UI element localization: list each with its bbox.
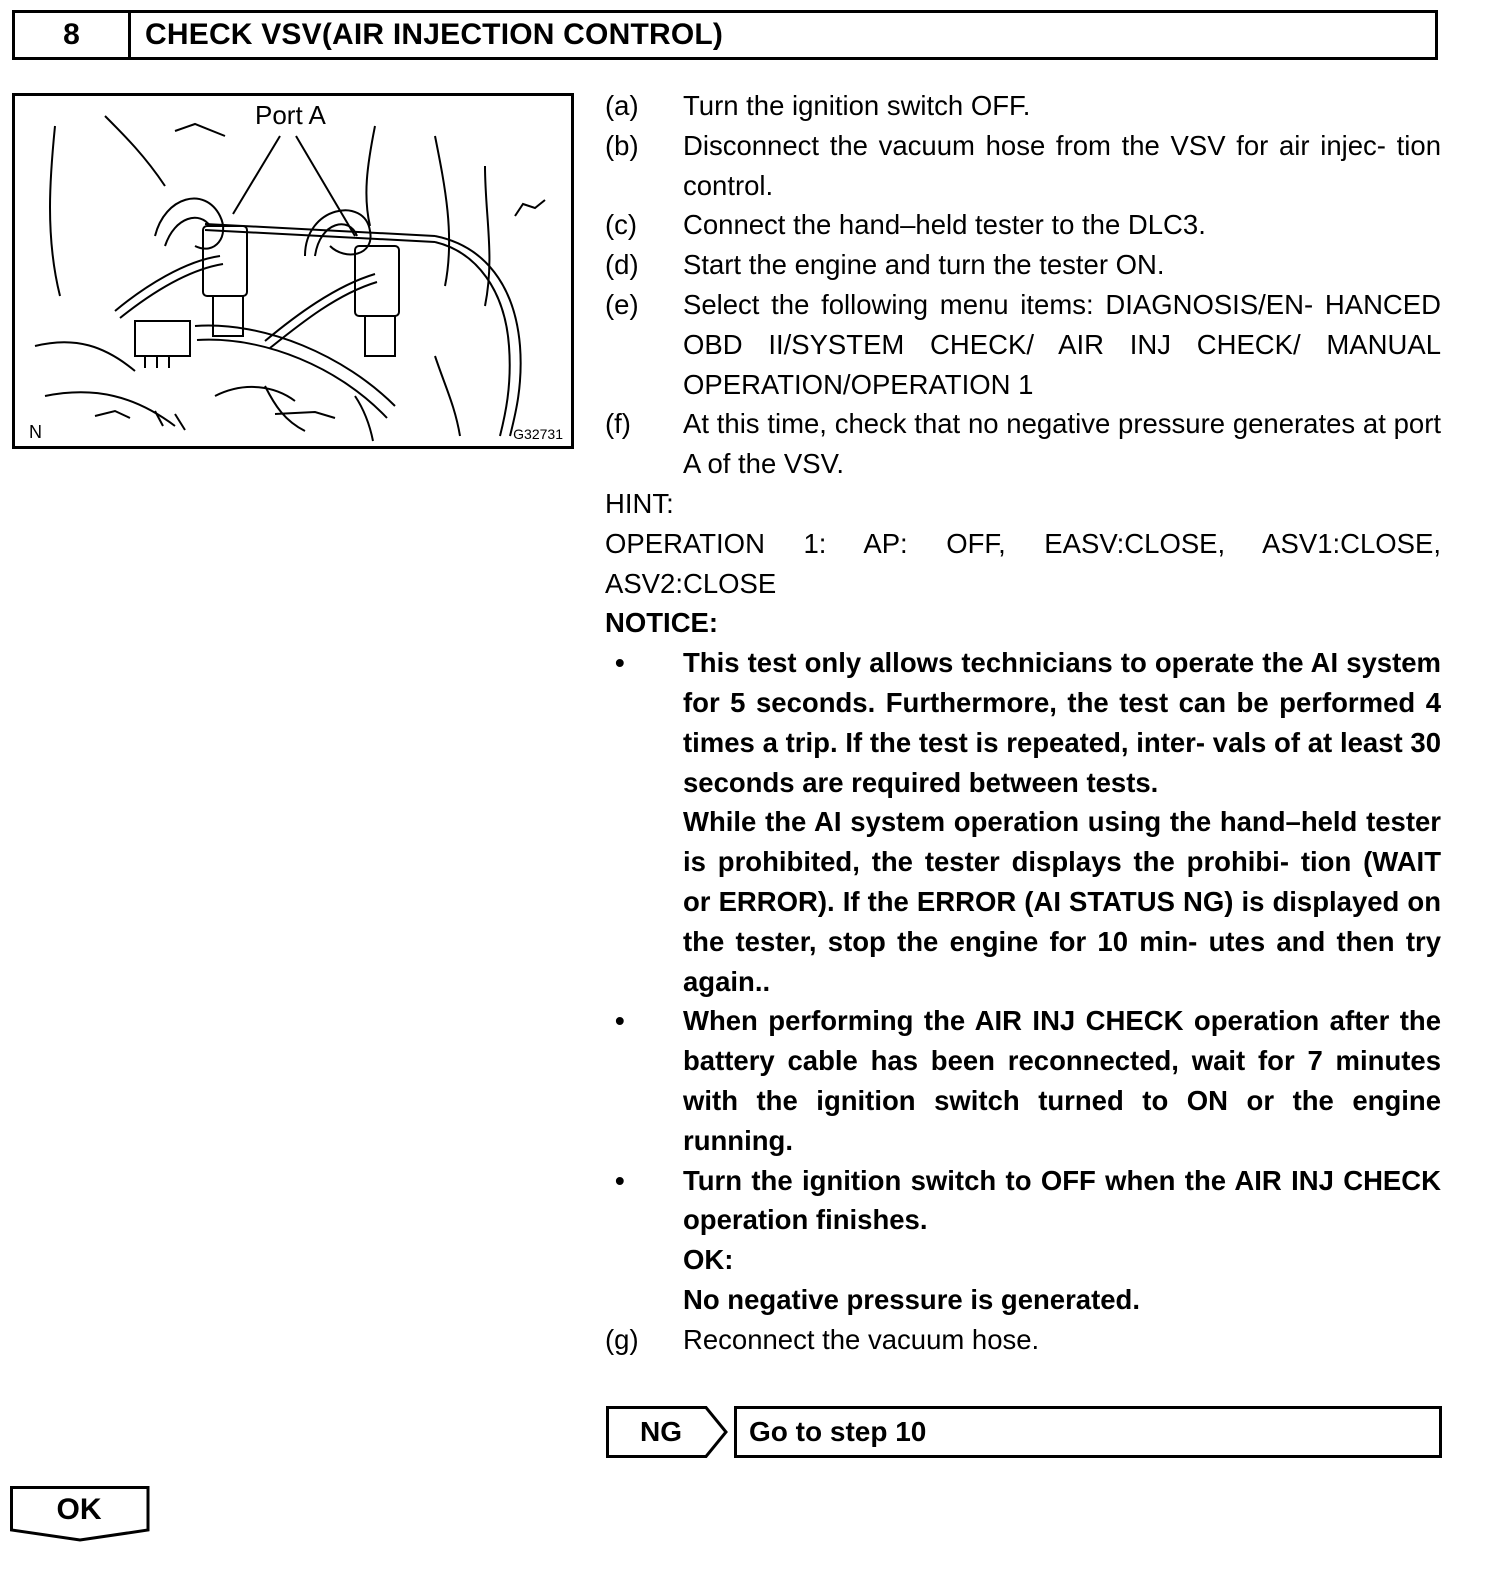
step-text: Turn the ignition switch OFF. xyxy=(683,90,1031,121)
notice-text: When performing the AIR INJ CHECK operation after the battery cable has been reconnected, wait for 7 minutes with the ignition switch turned to ON or the engine running. xyxy=(683,1005,1441,1156)
step-header xyxy=(12,10,1438,60)
step-text: Start the engine and turn the tester ON. xyxy=(683,249,1165,281)
ok-result[interactable] xyxy=(10,1486,152,1544)
step-text: Disconnect the vacuum hose from the VSV for air injec- tion control. xyxy=(683,129,1441,201)
step-e xyxy=(605,285,1441,404)
notice-item xyxy=(605,1001,1441,1160)
step-label: (f) xyxy=(605,408,631,440)
step-text: Reconnect the vacuum hose. xyxy=(683,1323,1040,1355)
step-label: (e) xyxy=(605,288,639,320)
port-a-label: Port A xyxy=(255,100,326,130)
notice-text: This test only allows technicians to operate the AI system for 5 seconds. Furthermore, the test can be performed 4 times a trip. If the test is repeated, inter- vals of at least 30 seconds are required between tests. xyxy=(683,647,1441,798)
step-text: At this time, check that no negative pressure generates at port A of the VSV. xyxy=(683,408,1441,480)
notice-item xyxy=(605,643,1441,802)
ng-action[interactable]: Go to step 10 xyxy=(734,1406,1442,1458)
bullet-icon: • xyxy=(615,647,625,679)
notice-text: While the AI system operation using the hand–held tester is prohibited, the tester displays the prohibi- tion (WAIT or ERROR). If the ERROR (AI STATUS NG) is displayed on the tester, stop the engine for 10 min- utes and then try again.. xyxy=(683,806,1441,997)
engine-line-drawing xyxy=(15,96,571,446)
hint-text: OPERATION 1: AP: OFF, EASV:CLOSE, ASV1:CLOSE, ASV2:CLOSE xyxy=(605,527,1441,599)
notice-label: NOTICE: xyxy=(605,607,719,639)
step-number: 8 xyxy=(15,13,131,57)
step-label: (b) xyxy=(605,129,639,161)
step-text: Select the following menu items: DIAGNOSIS/EN- HANCED OBD II/SYSTEM CHECK/ AIR INJ CHECK/ MANUAL OPERATION/OPERATION 1 xyxy=(683,288,1441,400)
step-d xyxy=(605,245,1441,285)
bullet-icon: • xyxy=(615,1005,625,1037)
figure-corner-label: N xyxy=(29,422,42,442)
step-label: (c) xyxy=(605,209,638,241)
ng-label: NG xyxy=(640,1416,682,1447)
ok-label: OK xyxy=(56,1493,102,1526)
ok-criteria-label: OK: xyxy=(683,1244,734,1276)
step-f xyxy=(605,404,1441,484)
step-a xyxy=(605,86,1441,126)
step-g xyxy=(605,1320,1441,1360)
notice-text: Turn the ignition switch to OFF when the AIR INJ CHECK operation finishes. xyxy=(683,1164,1441,1236)
notice-continuation xyxy=(605,802,1441,1001)
step-title: CHECK VSV(AIR INJECTION CONTROL) xyxy=(145,18,724,51)
step-label: (a) xyxy=(605,90,639,121)
figure-code: G32731 xyxy=(513,426,563,442)
step-label: (d) xyxy=(605,249,639,281)
ng-result xyxy=(606,1406,1442,1458)
procedure-text xyxy=(605,86,1441,1360)
step-text: Connect the hand–held tester to the DLC3. xyxy=(683,209,1206,241)
step-b xyxy=(605,126,1441,206)
engine-illustration xyxy=(12,93,574,449)
notice-item xyxy=(605,1161,1441,1241)
hint-label: HINT: xyxy=(605,487,674,519)
ok-criteria-text: No negative pressure is generated. xyxy=(683,1283,1140,1315)
bullet-icon: • xyxy=(615,1164,625,1196)
step-c xyxy=(605,205,1441,245)
step-label: (g) xyxy=(605,1323,639,1355)
